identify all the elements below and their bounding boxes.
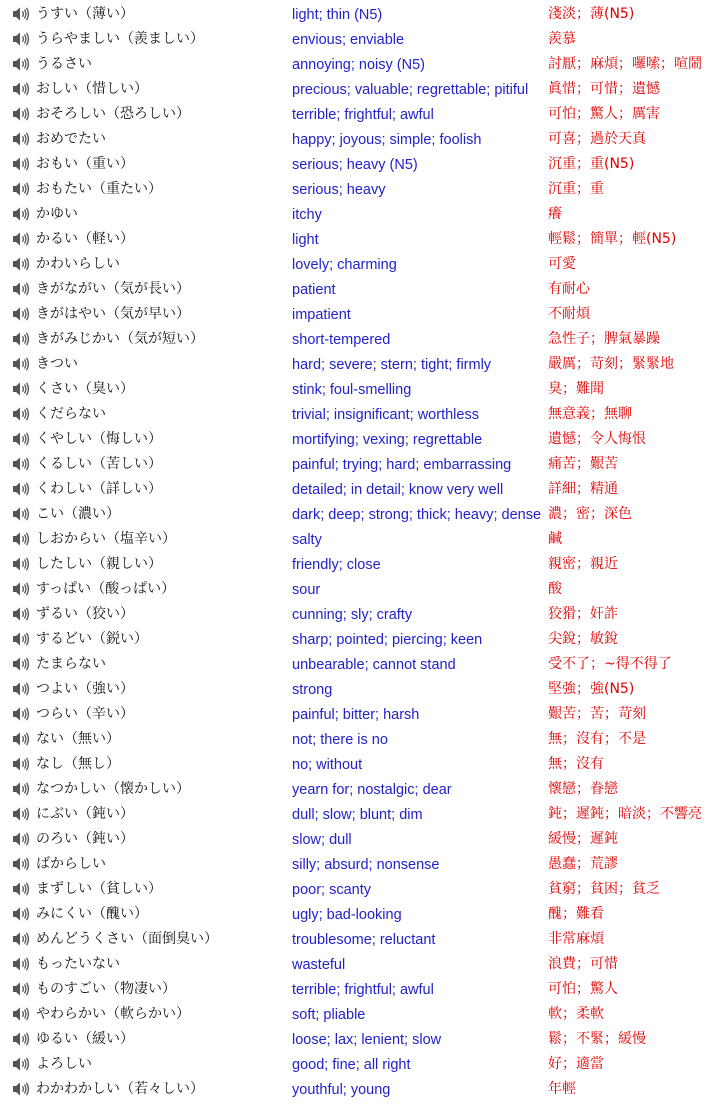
vocab-row (0, 177, 720, 202)
chinese-meaning: 尖銳；敏銳 (548, 631, 618, 647)
english-meaning: precious; valuable; regrettable; pitiful (292, 82, 529, 98)
japanese-word: うるさい (36, 56, 92, 72)
english-meaning: soft; pliable (292, 1007, 366, 1023)
vocab-row (0, 452, 720, 477)
japanese-word: にぶい（鈍い） (36, 806, 134, 822)
chinese-meaning: 眞惜；可惜；遺憾 (548, 81, 660, 97)
speaker-icon[interactable] (12, 306, 30, 322)
japanese-word: ものすごい（物凄い） (36, 981, 176, 997)
english-meaning: wasteful (292, 957, 346, 973)
speaker-icon[interactable] (12, 106, 30, 122)
chinese-meaning: 可怕；驚人；厲害 (548, 106, 660, 122)
english-meaning: short-tempered (292, 332, 391, 348)
speaker-icon[interactable] (12, 6, 30, 22)
chinese-meaning: 軟；柔軟 (548, 1006, 604, 1022)
speaker-icon[interactable] (12, 131, 30, 147)
vocab-row (0, 652, 720, 677)
vocab-row (0, 327, 720, 352)
japanese-word: かゆい (36, 206, 78, 222)
chinese-meaning: 好；適當 (548, 1056, 604, 1072)
japanese-word: おもい（重い） (36, 156, 134, 172)
chinese-meaning: 沉重；重(N5) (548, 156, 635, 172)
speaker-icon[interactable] (12, 856, 30, 872)
speaker-icon[interactable] (12, 831, 30, 847)
japanese-word: ずるい（狡い） (36, 606, 134, 622)
speaker-icon[interactable] (12, 1081, 30, 1097)
speaker-icon[interactable] (12, 681, 30, 697)
english-meaning: slow; dull (292, 832, 352, 848)
english-meaning: cunning; sly; crafty (292, 607, 413, 623)
vocabulary-list (0, 2, 720, 1102)
english-meaning: lovely; charming (292, 257, 397, 273)
japanese-word: くやしい（悔しい） (36, 431, 162, 447)
english-meaning: ugly; bad-looking (292, 907, 402, 923)
chinese-meaning: 急性子；脾氣暴躁 (548, 331, 660, 347)
speaker-icon[interactable] (12, 1006, 30, 1022)
vocab-row (0, 777, 720, 802)
english-meaning: terrible; frightful; awful (292, 107, 434, 123)
speaker-icon[interactable] (12, 331, 30, 347)
english-meaning: mortifying; vexing; regrettable (292, 432, 483, 448)
english-meaning: friendly; close (292, 557, 381, 573)
chinese-meaning: 緩慢；遲鈍 (548, 831, 618, 847)
vocab-row (0, 627, 720, 652)
chinese-meaning: 無；沒有；不是 (548, 731, 646, 747)
english-meaning: good; fine; all right (292, 1057, 411, 1073)
speaker-icon[interactable] (12, 481, 30, 497)
japanese-word: きがながい（気が長い） (36, 281, 190, 297)
english-meaning: not; there is no (292, 732, 388, 748)
chinese-meaning: 非常麻煩 (548, 931, 604, 947)
japanese-word: するどい（鋭い） (36, 631, 148, 647)
japanese-word: よろしい (36, 1056, 92, 1072)
chinese-meaning: 可愛 (548, 256, 576, 272)
vocab-row (0, 1077, 720, 1102)
vocab-row (0, 577, 720, 602)
chinese-meaning: 年輕 (548, 1081, 576, 1097)
vocab-row (0, 77, 720, 102)
japanese-word: ゆるい（緩い） (36, 1031, 134, 1047)
japanese-word: きつい (36, 356, 78, 372)
vocab-row (0, 27, 720, 52)
japanese-word: つらい（辛い） (36, 706, 134, 722)
english-meaning: stink; foul-smelling (292, 382, 412, 398)
chinese-meaning: 臭；難聞 (548, 381, 604, 397)
speaker-icon[interactable] (12, 506, 30, 522)
chinese-meaning: 遺憾；令人悔恨 (548, 431, 646, 447)
japanese-word: くだらない (36, 406, 106, 422)
vocab-row (0, 752, 720, 777)
japanese-word: なつかしい（懐かしい） (36, 781, 190, 797)
english-meaning: annoying; noisy (N5) (292, 57, 425, 73)
english-meaning: dull; slow; blunt; dim (292, 807, 423, 823)
vocab-row (0, 852, 720, 877)
chinese-meaning: 醜；難看 (548, 906, 604, 922)
vocab-row (0, 252, 720, 277)
speaker-icon[interactable] (12, 406, 30, 422)
chinese-meaning: 狡猾；奸詐 (548, 606, 618, 622)
japanese-word: やわらかい（軟らかい） (36, 1006, 190, 1022)
chinese-meaning: 艱苦；苦；苛刻 (548, 706, 646, 722)
vocab-row (0, 802, 720, 827)
vocab-row (0, 1002, 720, 1027)
japanese-word: もったいない (36, 956, 120, 972)
speaker-icon[interactable] (12, 981, 30, 997)
vocab-row (0, 727, 720, 752)
japanese-word: おもたい（重たい） (36, 181, 162, 197)
vocab-row (0, 502, 720, 527)
vocab-row (0, 927, 720, 952)
speaker-icon[interactable] (12, 31, 30, 47)
english-meaning: strong (292, 682, 333, 698)
speaker-icon[interactable] (12, 781, 30, 797)
japanese-word: かるい（軽い） (36, 231, 134, 247)
chinese-meaning: 懷戀；眷戀 (548, 781, 618, 797)
english-meaning: troublesome; reluctant (292, 932, 436, 948)
japanese-word: くわしい（詳しい） (36, 481, 162, 497)
english-meaning: serious; heavy (292, 182, 386, 198)
speaker-icon[interactable] (12, 656, 30, 672)
speaker-icon[interactable] (12, 256, 30, 272)
japanese-word: まずしい（貧しい） (36, 881, 162, 897)
english-meaning: detailed; in detail; know very well (292, 482, 504, 498)
japanese-word: うすい（薄い） (36, 6, 134, 22)
chinese-meaning: 浪費；可惜 (548, 956, 618, 972)
speaker-icon[interactable] (12, 881, 30, 897)
vocab-row (0, 952, 720, 977)
speaker-icon[interactable] (12, 156, 30, 172)
vocab-row (0, 152, 720, 177)
vocab-row (0, 1052, 720, 1077)
vocab-row (0, 902, 720, 927)
chinese-meaning: 不耐煩 (548, 306, 590, 322)
vocab-row (0, 477, 720, 502)
chinese-meaning: 鹹 (548, 531, 562, 547)
speaker-icon[interactable] (12, 1056, 30, 1072)
chinese-meaning: 可怕；驚人 (548, 981, 618, 997)
chinese-meaning: 沉重；重 (548, 181, 604, 197)
chinese-meaning: 貧窮；貧困；貧乏 (548, 881, 660, 897)
vocab-row (0, 127, 720, 152)
speaker-icon[interactable] (12, 731, 30, 747)
japanese-word: ばからしい (36, 856, 106, 872)
vocab-row (0, 202, 720, 227)
vocab-row (0, 2, 720, 27)
chinese-meaning: 無意義；無聊 (548, 406, 632, 422)
japanese-word: みにくい（醜い） (36, 906, 148, 922)
speaker-icon[interactable] (12, 381, 30, 397)
speaker-icon[interactable] (12, 531, 30, 547)
japanese-word: おめでたい (36, 131, 106, 147)
english-meaning: serious; heavy (N5) (292, 157, 418, 173)
vocab-row (0, 427, 720, 452)
speaker-icon[interactable] (12, 931, 30, 947)
vocab-row (0, 227, 720, 252)
chinese-meaning: 嚴厲；苛刻；緊緊地 (548, 356, 674, 372)
japanese-word: わかわかしい（若々しい） (36, 1081, 204, 1097)
english-meaning: hard; severe; stern; tight; firmly (292, 357, 492, 373)
japanese-word: しおからい（塩辛い） (36, 531, 176, 547)
vocab-row (0, 827, 720, 852)
vocab-row (0, 402, 720, 427)
japanese-word: おしい（惜しい） (36, 81, 148, 97)
chinese-meaning: 親密；親近 (548, 556, 618, 572)
english-meaning: salty (292, 532, 322, 548)
japanese-word: めんどうくさい（面倒臭い） (36, 931, 218, 947)
english-meaning: sour (292, 582, 321, 598)
chinese-meaning: 愚蠢；荒謬 (548, 856, 618, 872)
chinese-meaning: 詳細；精通 (548, 481, 618, 497)
english-meaning: no; without (292, 757, 363, 773)
speaker-icon[interactable] (12, 431, 30, 447)
chinese-meaning: 堅強；強(N5) (548, 681, 635, 697)
speaker-icon[interactable] (12, 281, 30, 297)
vocab-row (0, 877, 720, 902)
speaker-icon[interactable] (12, 556, 30, 572)
speaker-icon[interactable] (12, 906, 30, 922)
speaker-icon[interactable] (12, 231, 30, 247)
vocab-row (0, 352, 720, 377)
chinese-meaning: 可喜；過於天真 (548, 131, 646, 147)
english-meaning: painful; trying; hard; embarrassing (292, 457, 512, 473)
english-meaning: unbearable; cannot stand (292, 657, 456, 673)
japanese-word: したしい（親しい） (36, 556, 162, 572)
speaker-icon[interactable] (12, 81, 30, 97)
vocab-row (0, 552, 720, 577)
chinese-meaning: 有耐心 (548, 281, 590, 297)
japanese-word: たまらない (36, 656, 106, 672)
vocab-row (0, 602, 720, 627)
japanese-word: きがみじかい（気が短い） (36, 331, 204, 347)
speaker-icon[interactable] (12, 206, 30, 222)
chinese-meaning: 討厭；麻煩；囉嗦；喧鬧 (548, 56, 702, 72)
chinese-meaning: 癢 (548, 206, 562, 222)
japanese-word: のろい（鈍い） (36, 831, 134, 847)
japanese-word: くさい（臭い） (36, 381, 134, 397)
english-meaning: light; thin (N5) (292, 7, 383, 23)
english-meaning: light (292, 232, 319, 248)
chinese-meaning: 羨慕 (548, 31, 576, 47)
japanese-word: おそろしい（恐ろしい） (36, 106, 190, 122)
vocab-row (0, 702, 720, 727)
speaker-icon[interactable] (12, 581, 30, 597)
chinese-meaning: 痛苦；艱苦 (548, 456, 618, 472)
vocab-row (0, 977, 720, 1002)
speaker-icon[interactable] (12, 1031, 30, 1047)
chinese-meaning: 鬆；不緊；緩慢 (548, 1031, 646, 1047)
vocab-row (0, 52, 720, 77)
speaker-icon[interactable] (12, 806, 30, 822)
english-meaning: sharp; pointed; piercing; keen (292, 632, 483, 648)
speaker-icon[interactable] (12, 356, 30, 372)
english-meaning: yearn for; nostalgic; dear (292, 782, 452, 798)
chinese-meaning: 淺淡；薄(N5) (548, 6, 635, 22)
vocab-row (0, 277, 720, 302)
speaker-icon[interactable] (12, 706, 30, 722)
japanese-word: なし（無し） (36, 756, 120, 772)
speaker-icon[interactable] (12, 456, 30, 472)
vocab-row (0, 102, 720, 127)
chinese-meaning: 輕鬆；簡單；輕(N5) (548, 231, 677, 247)
chinese-meaning: 鈍；遲鈍；暗淡；不響亮 (548, 806, 702, 822)
vocab-row (0, 527, 720, 552)
japanese-word: ない（無い） (36, 731, 120, 747)
english-meaning: envious; enviable (292, 32, 405, 48)
japanese-word: つよい（強い） (36, 681, 134, 697)
japanese-word: かわいらしい (36, 256, 120, 272)
english-meaning: trivial; insignificant; worthless (292, 407, 479, 423)
vocab-row (0, 377, 720, 402)
japanese-word: うらやましい（羨ましい） (36, 31, 204, 47)
chinese-meaning: 酸 (548, 581, 562, 597)
english-meaning: poor; scanty (292, 882, 371, 898)
chinese-meaning: 受不了；~得不得了 (548, 656, 672, 672)
english-meaning: silly; absurd; nonsense (292, 857, 440, 873)
speaker-icon[interactable] (12, 56, 30, 72)
english-meaning: loose; lax; lenient; slow (292, 1032, 442, 1048)
japanese-word: すっぱい（酸っぱい） (36, 581, 176, 597)
speaker-icon[interactable] (12, 956, 30, 972)
english-meaning: painful; bitter; harsh (292, 707, 420, 723)
japanese-word: くるしい（苦しい） (36, 456, 162, 472)
japanese-word: きがはやい（気が早い） (36, 306, 190, 322)
vocab-row (0, 1027, 720, 1052)
speaker-icon[interactable] (12, 606, 30, 622)
vocab-row (0, 302, 720, 327)
speaker-icon[interactable] (12, 181, 30, 197)
english-meaning: dark; deep; strong; thick; heavy; dense (292, 507, 542, 523)
english-meaning: itchy (292, 207, 322, 223)
speaker-icon[interactable] (12, 631, 30, 647)
english-meaning: patient (292, 282, 336, 298)
japanese-word: こい（濃い） (36, 506, 120, 522)
speaker-icon[interactable] (12, 756, 30, 772)
english-meaning: youthful; young (292, 1082, 391, 1098)
vocab-row (0, 677, 720, 702)
english-meaning: impatient (292, 307, 351, 323)
chinese-meaning: 無；沒有 (548, 756, 604, 772)
english-meaning: happy; joyous; simple; foolish (292, 132, 482, 148)
chinese-meaning: 濃；密；深色 (548, 506, 632, 522)
english-meaning: terrible; frightful; awful (292, 982, 434, 998)
